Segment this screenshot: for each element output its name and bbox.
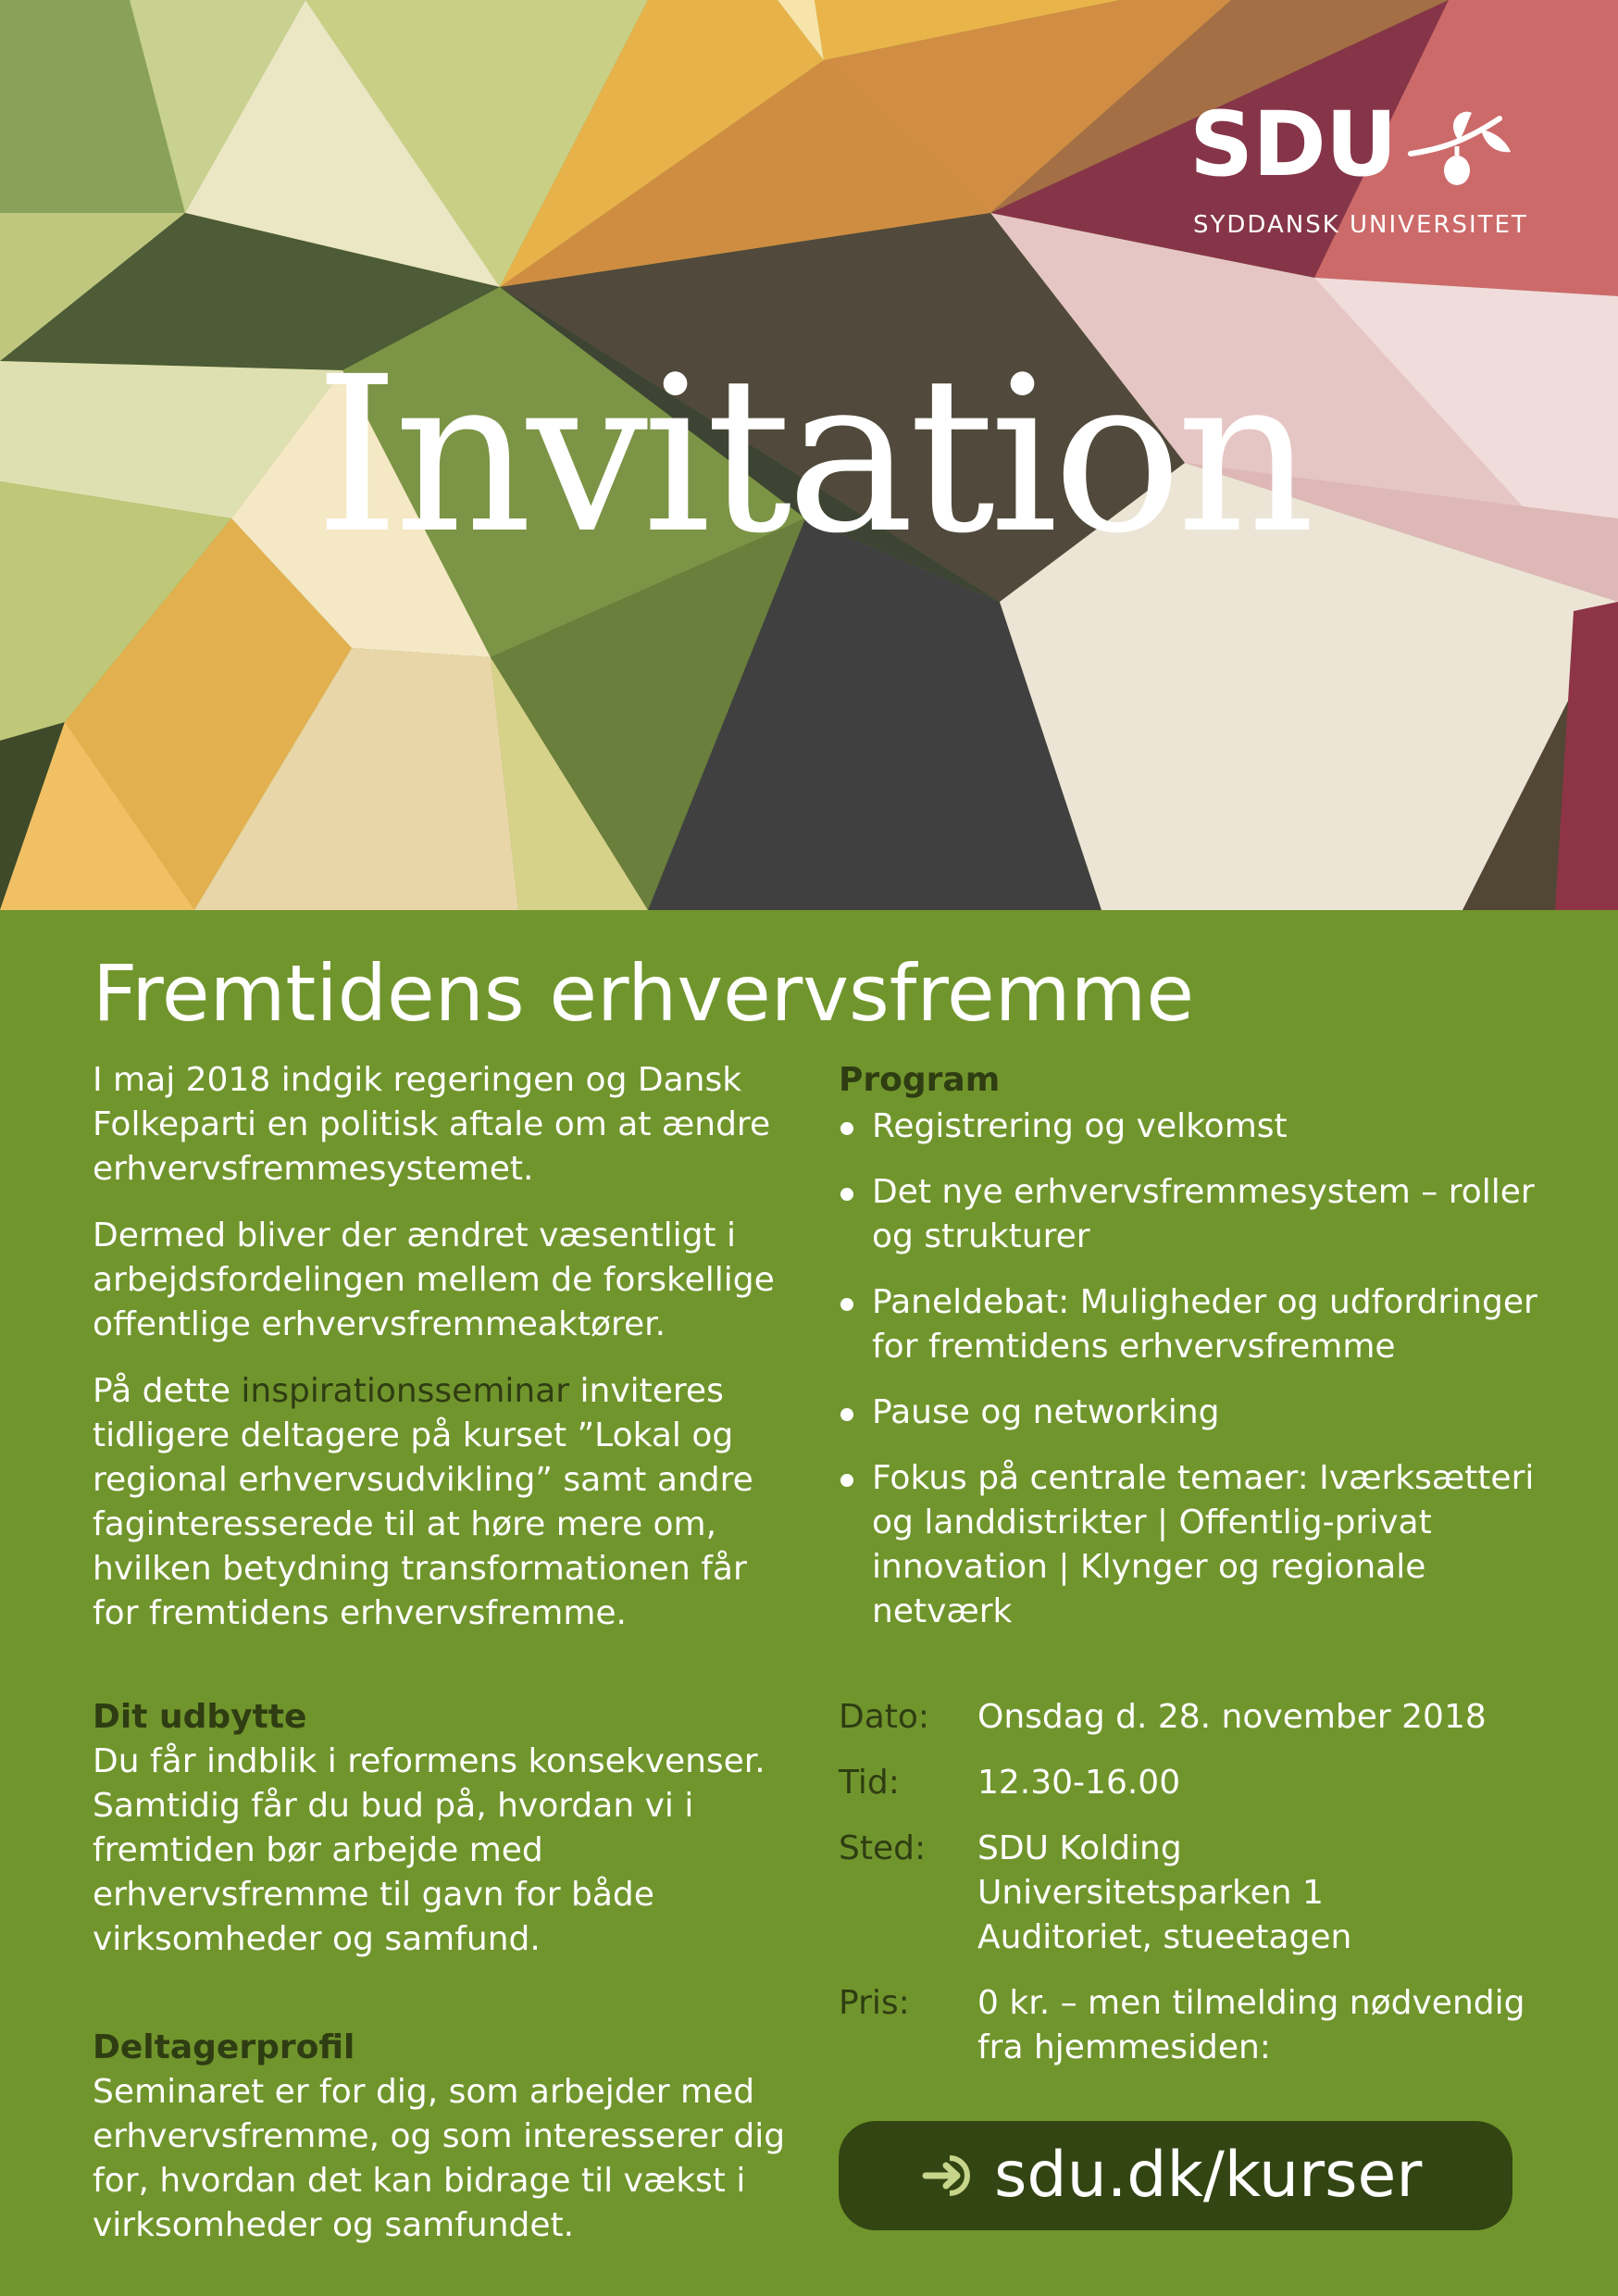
program-item-text: Paneldebat: Muligheder og udfordringer for fremtidens erhvervsfremme — [872, 1283, 1537, 1366]
time-row — [839, 1761, 1542, 1805]
place-label: Sted: — [839, 1829, 927, 1867]
content-panel — [0, 910, 1618, 2296]
hero-title: Invitation — [315, 331, 1310, 580]
price-label: Pris: — [839, 1984, 910, 2022]
program-item-text: Fokus på centrale temaer: Iværksætteri og landdistrikter | Offentlig-privat innovation | Klynger og regionale netværk — [872, 1459, 1535, 1630]
bullet-icon — [840, 1408, 853, 1421]
registration-link-label: sdu.dk/kurser — [994, 2139, 1423, 2212]
arrow-right-circle-icon — [922, 2154, 972, 2197]
event-details — [839, 1695, 1542, 2091]
intro-p3-start: På dette — [93, 1372, 242, 1410]
program-item — [839, 1391, 1542, 1435]
hero-banner — [0, 0, 1618, 910]
intro-p3-highlight: inspirationsseminar — [241, 1372, 570, 1410]
profile-title: Deltagerprofil — [93, 2028, 355, 2066]
profile-section — [93, 2026, 796, 2248]
bullet-icon — [840, 1298, 853, 1311]
apple-branch-icon — [1407, 100, 1518, 193]
price-value: 0 kr. – men tilmelding nødvendig fra hjemmesiden: — [977, 1984, 1525, 2066]
program-item — [839, 1456, 1542, 1634]
logo-subtitle: SYDDANSK UNIVERSITET — [1193, 211, 1528, 239]
date-row — [839, 1695, 1542, 1740]
place-line-3: Auditoriet, stueetagen — [977, 1918, 1352, 1956]
benefit-title: Dit udbytte — [93, 1698, 307, 1736]
program-item-text: Registrering og velkomst — [872, 1107, 1288, 1145]
page-headline: Fremtidens erhvervsfremme — [93, 948, 1195, 1039]
program-item — [839, 1170, 1542, 1259]
registration-link-button[interactable] — [839, 2121, 1512, 2230]
intro-paragraph-2: Dermed bliver der ændret væsentligt i arbejdsfordelingen mellem de forskellige offentlige erhvervsfremmeaktører. — [93, 1217, 775, 1343]
time-value: 12.30-16.00 — [977, 1764, 1181, 1802]
intro-p3-end: inviteres tidligere deltagere på kurset ”Lokal og regional erhvervsudvikling” samt andre faginteresserede til at høre mere om, hvilken betydning transformationen får for fremtidens erhvervsfremme. — [93, 1372, 753, 1632]
place-line-2: Universitetsparken 1 — [977, 1874, 1324, 1912]
place-line-1: SDU Kolding — [977, 1829, 1182, 1867]
time-label: Tid: — [839, 1764, 900, 1802]
program-item — [839, 1104, 1542, 1149]
program-title: Program — [839, 1061, 1001, 1099]
program-item-text: Pause og networking — [872, 1393, 1220, 1431]
date-label: Dato: — [839, 1698, 930, 1736]
profile-body: Seminaret er for dig, som arbejder med erhvervsfremme, og som interesserer dig for, hvordan det kan bidrage til vækst i virksomheder og samfundet. — [93, 2073, 786, 2244]
benefit-section — [93, 1695, 796, 1962]
intro-paragraph-3 — [93, 1369, 796, 1636]
logo-wordmark: SDU — [1189, 93, 1397, 196]
benefit-body: Du får indblik i reformens konsekvenser. Samtidig får du bud på, hvordan vi i fremtiden bør arbejde med erhvervsfremme til gavn for både virksomheder og samfund. — [93, 1742, 765, 1958]
program-item — [839, 1280, 1542, 1369]
price-row — [839, 1981, 1542, 2070]
bullet-icon — [840, 1188, 853, 1201]
intro-column — [93, 1058, 796, 1658]
place-row — [839, 1827, 1542, 1960]
bullet-icon — [840, 1474, 853, 1487]
intro-paragraph-1: I maj 2018 indgik regeringen og Dansk Folkeparti en politisk aftale om at ændre erhvervsfremmesystemet. — [93, 1061, 771, 1188]
program-item-text: Det nye erhvervsfremmesystem – roller og strukturer — [872, 1173, 1535, 1255]
date-value: Onsdag d. 28. november 2018 — [977, 1698, 1487, 1736]
sdu-logo — [1189, 93, 1528, 248]
bullet-icon — [840, 1122, 853, 1135]
program-section — [839, 1058, 1542, 1655]
